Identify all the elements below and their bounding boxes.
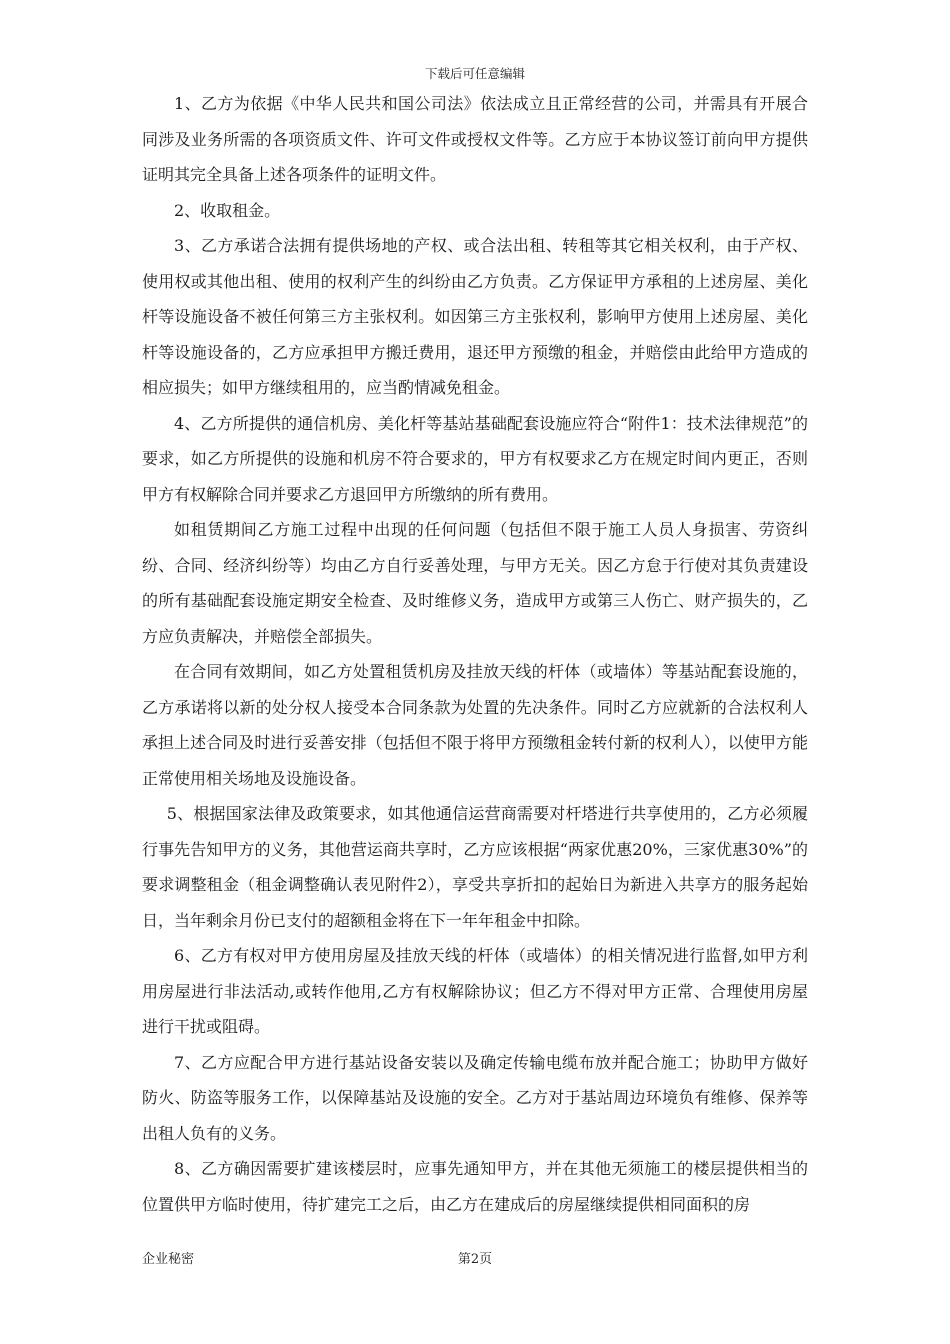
paragraph-10: 8、乙方确因需要扩建该楼层时，应事先通知甲方，并在其他无须施工的楼层提供相当的位置供甲方临时使用，待扩建完工之后，由乙方在建成后的房屋继续提供相同面积的房 xyxy=(142,1159,808,1214)
paragraph-7: 5、根据国家法律及政策要求，如其他通信运营商需要对杆塔进行共享使用的，乙方必须履行事先告知甲方的义务，其他营运商共享时，乙方应该根据“两家优惠20%，三家优惠30%”的要求调整租金（租金调整确认表见附件2），享受共享折扣的起始日为新进入共享方的服务起始日，当年剩余月份已支付的超额租金将在下一年年租金中扣除。 xyxy=(142,804,808,930)
paragraph-9: 7、乙方应配合甲方进行基站设备安装以及确定传输电缆布放并配合施工；协助甲方做好防火、防盗等服务工作，以保障基站及设施的安全。乙方对于基站周边环境负有维修、保养等出租人负有的义务。 xyxy=(142,1052,808,1143)
paragraph-6: 在合同有效期间，如乙方处置租赁机房及挂放天线的杆体（或墙体）等基站配套设施的，乙方承诺将以新的处分权人接受本合同条款为处置的先决条件。同时乙方应就新的合法权利人承担上述合同及时进行妥善安排（包括但不限于将甲方预缴租金转付新的权利人），以使甲方能正常使用相关场地及设施设备。 xyxy=(142,662,808,788)
paragraph-5: 如租赁期间乙方施工过程中出现的任何问题（包括但不限于施工人员人身损害、劳资纠纷、合同、经济纠纷等）均由乙方自行妥善处理，与甲方无关。因乙方怠于行使对其负责建设的所有基础配套设施定期安全检查、及时维修义务，造成甲方或第三人伤亡、财产损失的，乙方应负责解决，并赔偿全部损失。 xyxy=(142,520,808,646)
page-number: 第2页 xyxy=(457,1252,493,1267)
paragraph-4: 4、乙方所提供的通信机房、美化杆等基站基础配套设施应符合“附件1：技术法律规范”的要求，如乙方所提供的设施和机房不符合要求的，甲方有权要求乙方在规定时间内更正，否则甲方有权解除合同并要求乙方退回甲方所缴纳的所有费用。 xyxy=(142,413,808,504)
paragraph-1: 1、乙方为依据《中华人民共和国公司法》依法成立且正常经营的公司，并需具有开展合同涉及业务所需的各项资质文件、许可文件或授权文件等。乙方应于本协议签订前向甲方提供证明其完全具备上述各项条件的证明文件。 xyxy=(142,94,808,184)
footer-confidential-label: 企业秘密 xyxy=(142,1252,195,1267)
paragraph-8: 6、乙方有权对甲方使用房屋及挂放天线的杆体（或墙体）的相关情况进行监督,如甲方利用房屋进行非法活动,或转作他用,乙方有权解除协议；但乙方不得对甲方正常、合理使用房屋进行干扰或阻碍。 xyxy=(142,946,808,1036)
page-header: 下载后可任意编辑 xyxy=(424,66,525,81)
paragraph-2: 2、收取租金。 xyxy=(174,200,281,220)
document-body xyxy=(142,86,808,1222)
paragraph-3: 3、乙方承诺合法拥有提供场地的产权、或合法出租、转租等其它相关权利，由于产权、使用权或其他出租、使用的权利产生的纠纷由乙方负责。乙方保证甲方承租的上述房屋、美化杆等设施设备不被任何第三方主张权利。如因第三方主张权利，影响甲方使用上述房屋、美化杆等设施设备的，乙方应承担甲方搬迁费用，退还甲方预缴的租金，并赔偿由此给甲方造成的相应损失；如甲方继续租用的，应当酌情减免租金。 xyxy=(142,236,808,397)
